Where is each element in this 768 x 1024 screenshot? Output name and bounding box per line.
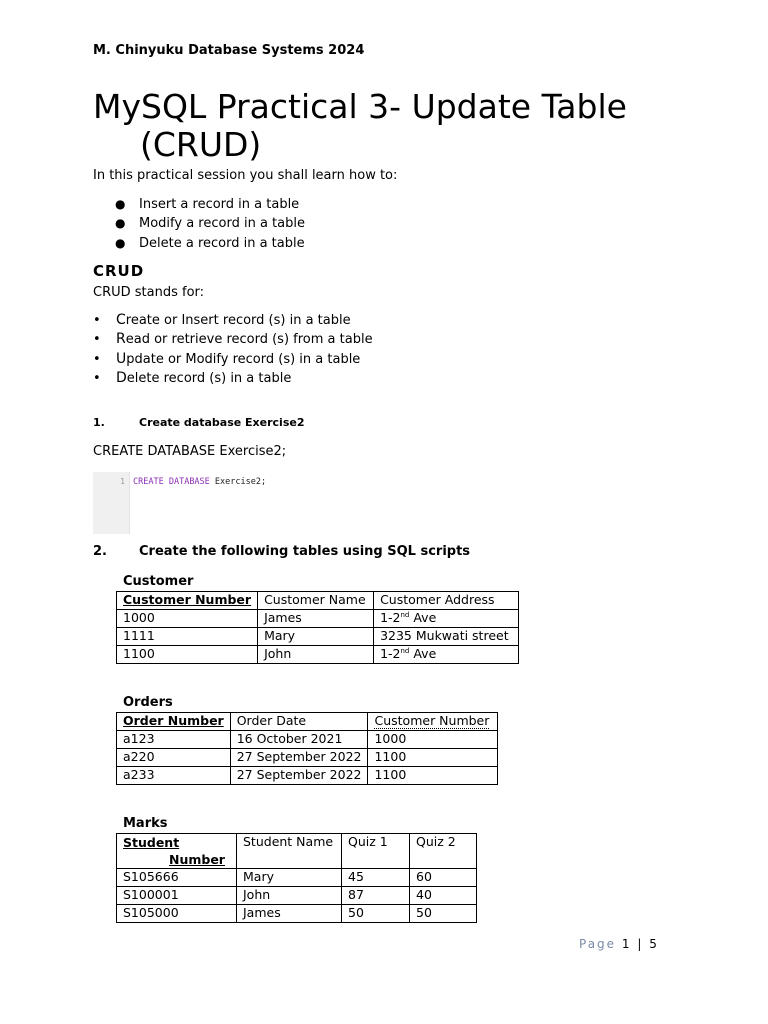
orders-table bbox=[116, 712, 498, 785]
list-item-label: Insert a record in a table bbox=[139, 197, 300, 212]
table-row bbox=[117, 869, 477, 887]
marks-table bbox=[116, 833, 477, 923]
table-cell: James bbox=[237, 905, 342, 923]
table-row bbox=[117, 887, 477, 905]
table-cell: 1100 bbox=[368, 767, 498, 785]
orders-table-caption: Orders bbox=[123, 695, 173, 710]
page-separator: | bbox=[637, 937, 644, 951]
table-cell: 87 bbox=[342, 887, 410, 905]
table-cell: a123 bbox=[117, 731, 231, 749]
bullet-icon: ● bbox=[115, 235, 126, 250]
step-2-heading bbox=[93, 544, 471, 559]
step-number: 2. bbox=[93, 544, 107, 559]
table-cell: S100001 bbox=[117, 887, 237, 905]
table-cell: 16 October 2021 bbox=[230, 731, 368, 749]
table-header-cell: Quiz 1 bbox=[342, 834, 410, 869]
table-header-cell: Customer Name bbox=[258, 592, 374, 610]
table-cell: 27 September 2022 bbox=[230, 749, 368, 767]
table-cell: 1100 bbox=[368, 749, 498, 767]
table-row bbox=[117, 905, 477, 923]
bullet-icon: • bbox=[93, 313, 101, 328]
page-title bbox=[93, 88, 693, 164]
table-cell: Mary bbox=[258, 628, 374, 646]
customer-table-caption: Customer bbox=[123, 574, 194, 589]
bullet-icon: • bbox=[93, 332, 101, 348]
table-header-row bbox=[117, 834, 477, 869]
table-cell: 45 bbox=[342, 869, 410, 887]
table-cell: James bbox=[258, 610, 374, 628]
table-cell: 1000 bbox=[117, 610, 258, 628]
bullet-icon: ● bbox=[115, 197, 126, 211]
table-header-cell: Order Number bbox=[117, 713, 231, 731]
bullet-icon: ● bbox=[115, 216, 126, 231]
table-header-cell: Customer Number bbox=[117, 592, 258, 610]
table-cell: 60 bbox=[410, 869, 477, 887]
list-item-label: Create or Insert record (s) in a table bbox=[116, 312, 351, 328]
table-cell: a220 bbox=[117, 749, 231, 767]
table-cell: S105000 bbox=[117, 905, 237, 923]
table-header-cell: Customer Address bbox=[374, 592, 519, 610]
intro-text: In this practical session you shall learn how to: bbox=[93, 168, 398, 183]
list-item-label: Update or Modify record (s) in a table bbox=[116, 350, 361, 367]
table-cell: Mary bbox=[237, 869, 342, 887]
table-header-cell: Student Number bbox=[117, 834, 237, 869]
document-header: M. Chinyuku Database Systems 2024 bbox=[93, 43, 365, 58]
table-cell: John bbox=[237, 887, 342, 905]
list-item-label: Delete record (s) in a table bbox=[116, 369, 292, 386]
page-number: 1 bbox=[621, 937, 632, 951]
table-header-row bbox=[117, 592, 519, 610]
list-item-label: Read or retrieve record (s) from a table bbox=[116, 331, 373, 348]
crud-intro: CRUD stands for: bbox=[93, 285, 205, 300]
table-row bbox=[117, 767, 498, 785]
table-cell: 1-2nd Ave bbox=[374, 610, 519, 628]
step-1-heading bbox=[93, 416, 305, 429]
table-cell: 3235 Mukwati street bbox=[374, 628, 519, 646]
table-header-cell: Order Date bbox=[230, 713, 368, 731]
list-item-label: Modify a record in a table bbox=[139, 216, 305, 232]
page-footer bbox=[579, 937, 659, 951]
sql-statement: CREATE DATABASE Exercise2; bbox=[93, 444, 287, 459]
table-row bbox=[117, 731, 498, 749]
table-cell: 50 bbox=[342, 905, 410, 923]
step-number: 1. bbox=[93, 416, 105, 429]
table-cell: 50 bbox=[410, 905, 477, 923]
table-cell: 1100 bbox=[117, 646, 258, 664]
table-cell: 1111 bbox=[117, 628, 258, 646]
line-number-gutter bbox=[93, 472, 130, 534]
page-word: Page bbox=[579, 937, 617, 951]
table-header-cell: Customer Number bbox=[368, 713, 498, 731]
table-header-cell: Quiz 2 bbox=[410, 834, 477, 869]
step-label: Create the following tables using SQL scripts bbox=[139, 544, 471, 559]
bullet-icon: • bbox=[93, 351, 101, 367]
bullet-icon: • bbox=[93, 370, 101, 386]
table-row bbox=[117, 628, 519, 646]
table-cell: 40 bbox=[410, 887, 477, 905]
table-cell: S105666 bbox=[117, 869, 237, 887]
table-cell: John bbox=[258, 646, 374, 664]
table-header-row bbox=[117, 713, 498, 731]
list-item-label: Delete a record in a table bbox=[139, 235, 305, 251]
title-line-2: (CRUD) bbox=[140, 125, 262, 164]
step-label: Create database Exercise2 bbox=[139, 416, 305, 429]
customer-table bbox=[116, 591, 519, 664]
code-editor-snippet bbox=[93, 472, 393, 534]
title-line-1: MySQL Practical 3- Update Table bbox=[93, 87, 627, 126]
marks-table-caption: Marks bbox=[123, 816, 168, 831]
table-header-cell: Student Name bbox=[237, 834, 342, 869]
table-cell: 1-2nd Ave bbox=[374, 646, 519, 664]
code-line: CREATE DATABASE Exercise2; bbox=[133, 477, 267, 487]
crud-heading: CRUD bbox=[93, 262, 145, 280]
table-row bbox=[117, 646, 519, 664]
page-total: 5 bbox=[649, 937, 659, 951]
table-cell: 1000 bbox=[368, 731, 498, 749]
table-cell: 27 September 2022 bbox=[230, 767, 368, 785]
table-row bbox=[117, 749, 498, 767]
line-number: 1 bbox=[120, 477, 125, 486]
table-cell: a233 bbox=[117, 767, 231, 785]
table-row bbox=[117, 610, 519, 628]
